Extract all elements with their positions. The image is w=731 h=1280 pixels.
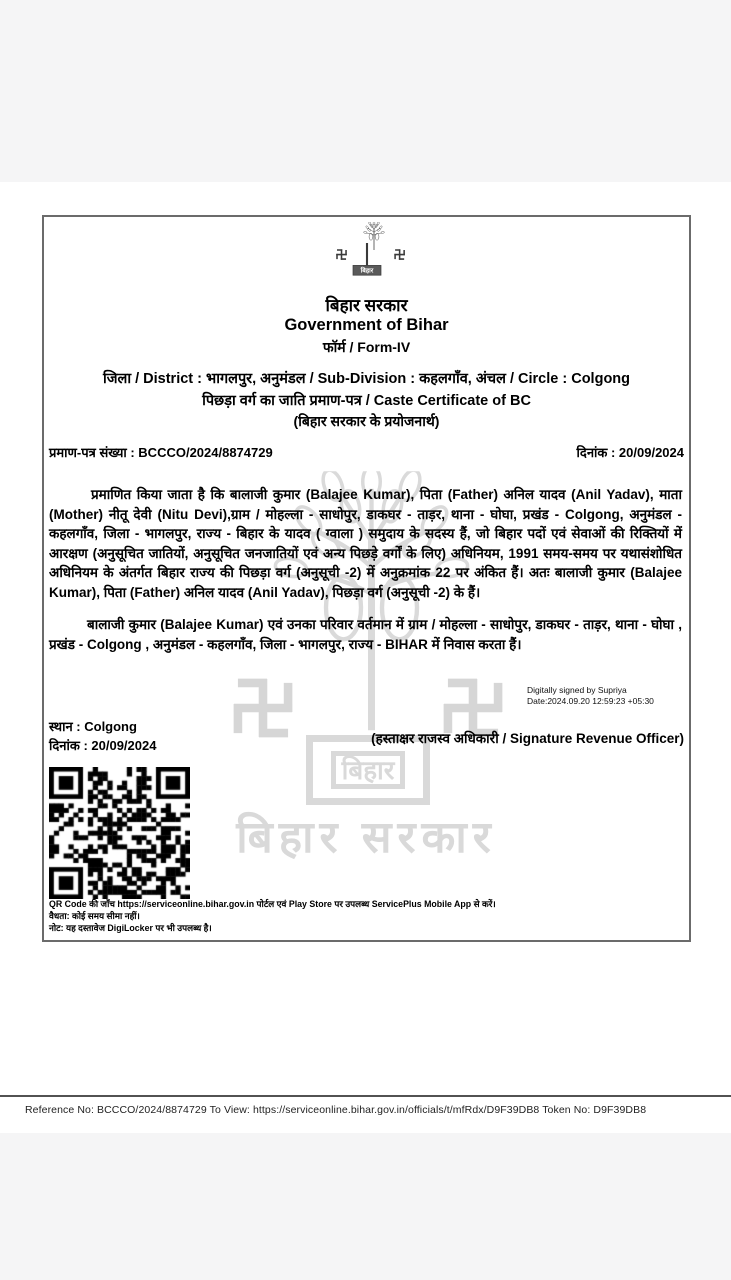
footer-notes [49,899,684,934]
emblem-banner-label: बिहार [360,267,373,275]
watermark-text: बिहार सरकार [236,813,497,862]
reference-line: Reference No: BCCCO/2024/8874729 To View: https://serviceonline.bihar.gov.in/officials/t/mfRdx/D9F39DB8 Token No: D9F39DB8 [25,1104,647,1116]
certificate-document [42,215,691,942]
qr-code [49,767,190,899]
digital-signature-line1: Digitally signed by Supriya [527,685,627,695]
watermark-banner-label: बिहार [331,751,406,789]
signature-date-line: दिनांक : 20/09/2024 [49,738,157,753]
district-line: जिला / District : भागलपुर, अनुमंडल / Sub-Division : कहलगाँव, अंचल / Circle : Colgong [102,371,631,387]
validity-note: वैधता: कोई समय सीमा नहीं। [49,910,140,921]
qr-note: QR Code की जाँच https://serviceonline.bihar.gov.in पोर्टल एवं Play Store पर उपलब्ध ServicePlus Mobile App से करें। [49,899,496,909]
govt-title-english: Government of Bihar [284,316,449,334]
certificate-title: पिछड़ा वर्ग का जाति प्रमाण-पत्र / Caste Certificate of BC [202,393,531,409]
bihar-emblem-icon [307,222,427,292]
digilocker-note: नोट: यह दस्तावेज DigiLocker पर भी उपलब्ध है। [49,922,212,933]
govt-title-hindi: बिहार सरकार [325,296,408,315]
certificate-paragraph-2: बालाजी कुमार (Balajee Kumar) एवं उनका परिवार वर्तमान में ग्राम / मोहल्ला - साधोपुर, डाकघर - ताड़र, थाना - घोघा , प्रखंड - Colgong , अनुमंडल - कहलगाँव, जिला - भागलपुर, राज्य - BIHAR में निवास करता हैं। [49,617,682,652]
certificate-paragraph-1: प्रमाणित किया जाता है कि बालाजी कुमार (Balajee Kumar), पिता (Father) अनिल यादव (Anil Yadav), माता (Mother) नीतू देवी (Nitu Devi),ग्राम / मोहल्ला - साधोपुर, डाकघर - ताड़र, थाना - घोघा, प्रखंड - Colgong, अनुमंडल - कहलगाँव, जिला - भागलपुर, राज्य - बिहार के यादव ( ग्वाला ) समुदाय के सदस्य हैं, जो बिहार पदों एवं सेवाओं की रिक्तियों में आरक्षण (अनुसूचित जातियों, अनुसूचित जनजातियों एवं अन्य पिछड़े वर्गों के लिए) अधिनियम, 1991 समय-समय पर यथासंशोधित अधिनियम के अंतर्गत बिहार राज्य की पिछड़ा वर्ग (अनुसूची -2) में अनुक्रमांक 22 पर अंकित हैं। अतः बालाजी कुमार (Balajee Kumar), पिता (Father) अनिल यादव (Anil Yadav), पिछड़ा वर्ग (अनुसूची -2) के हैं। [49,487,682,600]
digital-signature [527,685,654,706]
footer-divider [0,1095,731,1097]
certificate-number: प्रमाण-पत्र संख्या : BCCCO/2024/8874729 [49,445,273,460]
certificate-meta-row [49,443,684,461]
emblem [44,222,689,297]
certificate-date: दिनांक : 20/09/2024 [576,445,684,460]
place-line: स्थान : Colgong [49,719,137,734]
form-number: फॉर्म / Form-IV [322,339,411,355]
bottom-gray-strip [0,1133,731,1280]
digital-signature-line2: Date:2024.09.20 12:59:23 +05:30 [527,695,654,706]
top-gray-strip [0,0,731,182]
purpose-line: (बिहार सरकार के प्रयोजनार्थ) [293,413,440,429]
revenue-officer-signature-label: (हस्ताक्षर राजस्व अधिकारी / Signature Revenue Officer) [371,731,684,746]
content-layer [44,217,689,940]
